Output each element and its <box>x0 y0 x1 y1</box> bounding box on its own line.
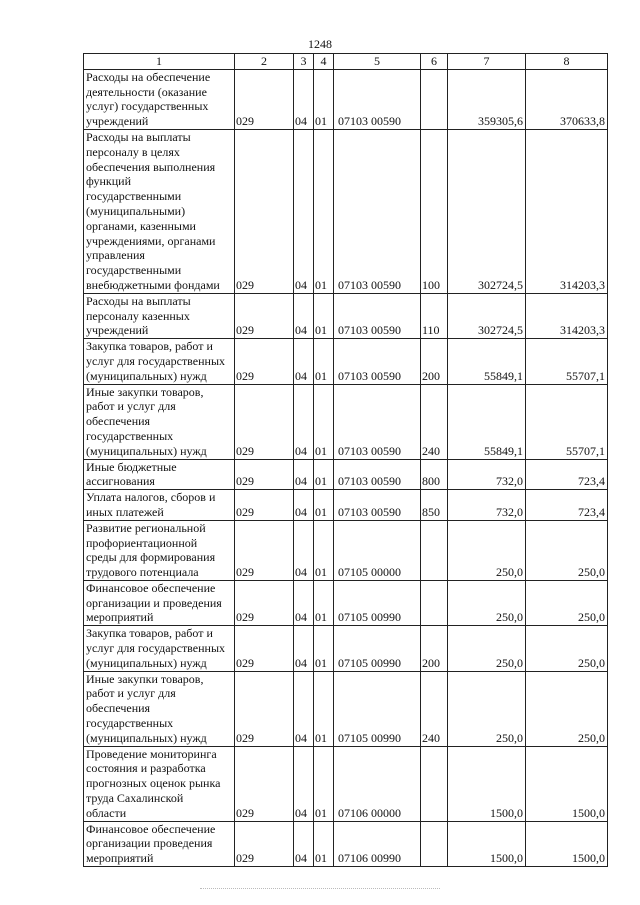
admin-code-cell: 029 <box>235 821 294 866</box>
amount-year1-cell: 359305,6 <box>448 69 526 129</box>
subsection-code-cell: 01 <box>314 490 334 521</box>
description-line: профориентационной <box>86 535 198 550</box>
table-row <box>84 459 608 490</box>
table-row <box>84 129 608 293</box>
amount-year2-cell: 55707,1 <box>526 339 608 384</box>
target-article-cell: 07105 00990 <box>334 580 421 625</box>
amount-year2-cell: 1500,0 <box>526 821 608 866</box>
description-line: государственных <box>86 716 174 731</box>
description-line: Расходы на выплаты <box>86 129 191 144</box>
section-code-cell: 04 <box>294 626 314 671</box>
expense-type-cell <box>421 821 448 866</box>
description-cell <box>84 339 235 384</box>
table-row <box>84 490 608 521</box>
section-code-cell: 04 <box>294 746 314 821</box>
expense-type-cell <box>421 520 448 580</box>
section-code-cell: 04 <box>294 384 314 459</box>
admin-code-cell: 029 <box>235 129 294 293</box>
description-cell <box>84 821 235 866</box>
description-line: внебюджетными фондами <box>86 277 220 292</box>
subsection-code-cell: 01 <box>314 339 334 384</box>
budget-table <box>83 53 608 867</box>
column-header: 4 <box>314 54 334 70</box>
description-line: услуг для государственных <box>86 641 226 656</box>
table-row <box>84 384 608 459</box>
amount-year2-cell: 1500,0 <box>526 746 608 821</box>
expense-type-cell: 200 <box>421 339 448 384</box>
subsection-code-cell: 01 <box>314 520 334 580</box>
description-line: области <box>86 805 127 820</box>
description-line: учреждений <box>86 114 149 129</box>
section-code-cell: 04 <box>294 339 314 384</box>
table-row <box>84 339 608 384</box>
target-article-cell: 07103 00590 <box>334 490 421 521</box>
description-line: деятельности (оказание <box>86 84 207 99</box>
target-article-cell: 07103 00590 <box>334 293 421 338</box>
description-line: (муниципальных) нужд <box>86 443 207 458</box>
description-cell <box>84 520 235 580</box>
description-line: учреждениями, органами <box>86 233 216 248</box>
amount-year2-cell: 250,0 <box>526 520 608 580</box>
subsection-code-cell: 01 <box>314 626 334 671</box>
amount-year1-cell: 302724,5 <box>448 293 526 338</box>
expense-type-cell: 110 <box>421 293 448 338</box>
amount-year1-cell: 732,0 <box>448 459 526 490</box>
column-header: 7 <box>448 54 526 70</box>
description-line: организации проведения <box>86 836 213 851</box>
expense-type-cell: 240 <box>421 384 448 459</box>
description-line: мероприятий <box>86 851 154 866</box>
column-header: 3 <box>294 54 314 70</box>
amount-year1-cell: 1500,0 <box>448 746 526 821</box>
expense-type-cell <box>421 746 448 821</box>
expense-type-cell: 100 <box>421 129 448 293</box>
description-line: Проведение мониторинга <box>86 746 217 761</box>
amount-year1-cell: 250,0 <box>448 626 526 671</box>
description-line: учреждений <box>86 323 149 338</box>
target-article-cell: 07103 00590 <box>334 339 421 384</box>
expense-type-cell <box>421 580 448 625</box>
table-row <box>84 821 608 866</box>
table-row <box>84 671 608 746</box>
description-line: обеспечения <box>86 701 151 716</box>
section-code-cell: 04 <box>294 69 314 129</box>
table-row <box>84 69 608 129</box>
section-code-cell: 04 <box>294 821 314 866</box>
admin-code-cell: 029 <box>235 69 294 129</box>
amount-year2-cell: 250,0 <box>526 626 608 671</box>
description-line: ассигнования <box>86 474 155 489</box>
amount-year1-cell: 250,0 <box>448 520 526 580</box>
table-row <box>84 580 608 625</box>
description-line: органами, казенными <box>86 218 196 233</box>
description-cell <box>84 384 235 459</box>
amount-year1-cell: 732,0 <box>448 490 526 521</box>
section-code-cell: 04 <box>294 490 314 521</box>
amount-year1-cell: 55849,1 <box>448 339 526 384</box>
subsection-code-cell: 01 <box>314 69 334 129</box>
table-row <box>84 520 608 580</box>
description-cell <box>84 459 235 490</box>
subsection-code-cell: 01 <box>314 129 334 293</box>
column-header: 2 <box>235 54 294 70</box>
amount-year2-cell: 370633,8 <box>526 69 608 129</box>
description-line: (муниципальных) нужд <box>86 655 207 670</box>
description-line: Уплата налогов, сборов и <box>86 490 216 505</box>
admin-code-cell: 029 <box>235 339 294 384</box>
amount-year2-cell: 250,0 <box>526 671 608 746</box>
target-article-cell: 07103 00590 <box>334 384 421 459</box>
description-line: государственными <box>86 263 182 278</box>
admin-code-cell: 029 <box>235 580 294 625</box>
amount-year2-cell: 723,4 <box>526 490 608 521</box>
description-line: (муниципальными) <box>86 203 186 218</box>
description-line: труда Сахалинской <box>86 791 184 806</box>
target-article-cell: 07103 00590 <box>334 69 421 129</box>
amount-year1-cell: 55849,1 <box>448 384 526 459</box>
section-code-cell: 04 <box>294 520 314 580</box>
subsection-code-cell: 01 <box>314 580 334 625</box>
description-line: персоналу казенных <box>86 308 190 323</box>
description-line: управления <box>86 248 145 263</box>
amount-year1-cell: 1500,0 <box>448 821 526 866</box>
expense-type-cell: 850 <box>421 490 448 521</box>
expense-type-cell: 240 <box>421 671 448 746</box>
admin-code-cell: 029 <box>235 490 294 521</box>
description-cell <box>84 490 235 521</box>
admin-code-cell: 029 <box>235 520 294 580</box>
description-cell <box>84 129 235 293</box>
section-code-cell: 04 <box>294 293 314 338</box>
table-row <box>84 746 608 821</box>
target-article-cell: 07103 00590 <box>334 459 421 490</box>
description-line: среды для формирования <box>86 550 216 565</box>
admin-code-cell: 029 <box>235 626 294 671</box>
amount-year2-cell: 314203,3 <box>526 129 608 293</box>
amount-year2-cell: 314203,3 <box>526 293 608 338</box>
admin-code-cell: 029 <box>235 293 294 338</box>
target-article-cell: 07105 00990 <box>334 626 421 671</box>
amount-year2-cell: 723,4 <box>526 459 608 490</box>
expense-type-cell: 800 <box>421 459 448 490</box>
table-body <box>84 54 608 867</box>
description-line: (муниципальных) нужд <box>86 730 207 745</box>
description-line: трудового потенциала <box>86 565 199 580</box>
section-code-cell: 04 <box>294 459 314 490</box>
description-line: обеспечения выполнения <box>86 159 216 174</box>
description-line: государственными <box>86 189 182 204</box>
description-line: мероприятий <box>86 610 154 625</box>
admin-code-cell: 029 <box>235 746 294 821</box>
description-line: прогнозных оценок рынка <box>86 776 221 791</box>
column-header: 6 <box>421 54 448 70</box>
amount-year1-cell: 250,0 <box>448 580 526 625</box>
description-line: Расходы на выплаты <box>86 293 191 308</box>
subsection-code-cell: 01 <box>314 671 334 746</box>
admin-code-cell: 029 <box>235 459 294 490</box>
description-line: обеспечения <box>86 414 151 429</box>
section-code-cell: 04 <box>294 671 314 746</box>
section-code-cell: 04 <box>294 129 314 293</box>
page-number: 1248 <box>308 37 332 51</box>
table-row <box>84 626 608 671</box>
admin-code-cell: 029 <box>235 384 294 459</box>
column-header: 5 <box>334 54 421 70</box>
description-cell <box>84 746 235 821</box>
table-row <box>84 293 608 338</box>
section-code-cell: 04 <box>294 580 314 625</box>
description-line: услуг для государственных <box>86 353 226 368</box>
description-cell <box>84 293 235 338</box>
description-line: Финансовое обеспечение <box>86 821 216 836</box>
description-line: Развитие региональной <box>86 520 206 535</box>
admin-code-cell: 029 <box>235 671 294 746</box>
subsection-code-cell: 01 <box>314 746 334 821</box>
column-header: 8 <box>526 54 608 70</box>
description-line: Закупка товаров, работ и <box>86 339 213 354</box>
description-cell <box>84 671 235 746</box>
description-line: государственных <box>86 428 174 443</box>
column-header: 1 <box>84 54 235 70</box>
description-line: (муниципальных) нужд <box>86 368 207 383</box>
description-line: состояния и разработка <box>86 761 206 776</box>
description-line: функций <box>86 174 131 189</box>
column-header-row <box>84 54 608 70</box>
scan-artifact <box>200 888 440 893</box>
target-article-cell: 07106 00990 <box>334 821 421 866</box>
amount-year2-cell: 250,0 <box>526 580 608 625</box>
amount-year1-cell: 250,0 <box>448 671 526 746</box>
subsection-code-cell: 01 <box>314 821 334 866</box>
description-cell <box>84 69 235 129</box>
description-cell <box>84 626 235 671</box>
description-line: Закупка товаров, работ и <box>86 626 213 641</box>
subsection-code-cell: 01 <box>314 293 334 338</box>
description-line: работ и услуг для <box>86 686 176 701</box>
expense-type-cell: 200 <box>421 626 448 671</box>
description-line: иных платежей <box>86 504 164 519</box>
target-article-cell: 07105 00000 <box>334 520 421 580</box>
description-line: организации и проведения <box>86 595 222 610</box>
subsection-code-cell: 01 <box>314 384 334 459</box>
description-line: Расходы на обеспечение <box>86 69 211 84</box>
expense-type-cell <box>421 69 448 129</box>
description-line: персоналу в целях <box>86 144 180 159</box>
description-line: работ и услуг для <box>86 399 176 414</box>
description-line: Иные закупки товаров, <box>86 384 204 399</box>
subsection-code-cell: 01 <box>314 459 334 490</box>
amount-year2-cell: 55707,1 <box>526 384 608 459</box>
target-article-cell: 07105 00990 <box>334 671 421 746</box>
target-article-cell: 07103 00590 <box>334 129 421 293</box>
description-cell <box>84 580 235 625</box>
target-article-cell: 07106 00000 <box>334 746 421 821</box>
amount-year1-cell: 302724,5 <box>448 129 526 293</box>
description-line: Иные бюджетные <box>86 459 177 474</box>
description-line: услуг) государственных <box>86 99 209 114</box>
description-line: Иные закупки товаров, <box>86 671 204 686</box>
description-line: Финансовое обеспечение <box>86 580 216 595</box>
